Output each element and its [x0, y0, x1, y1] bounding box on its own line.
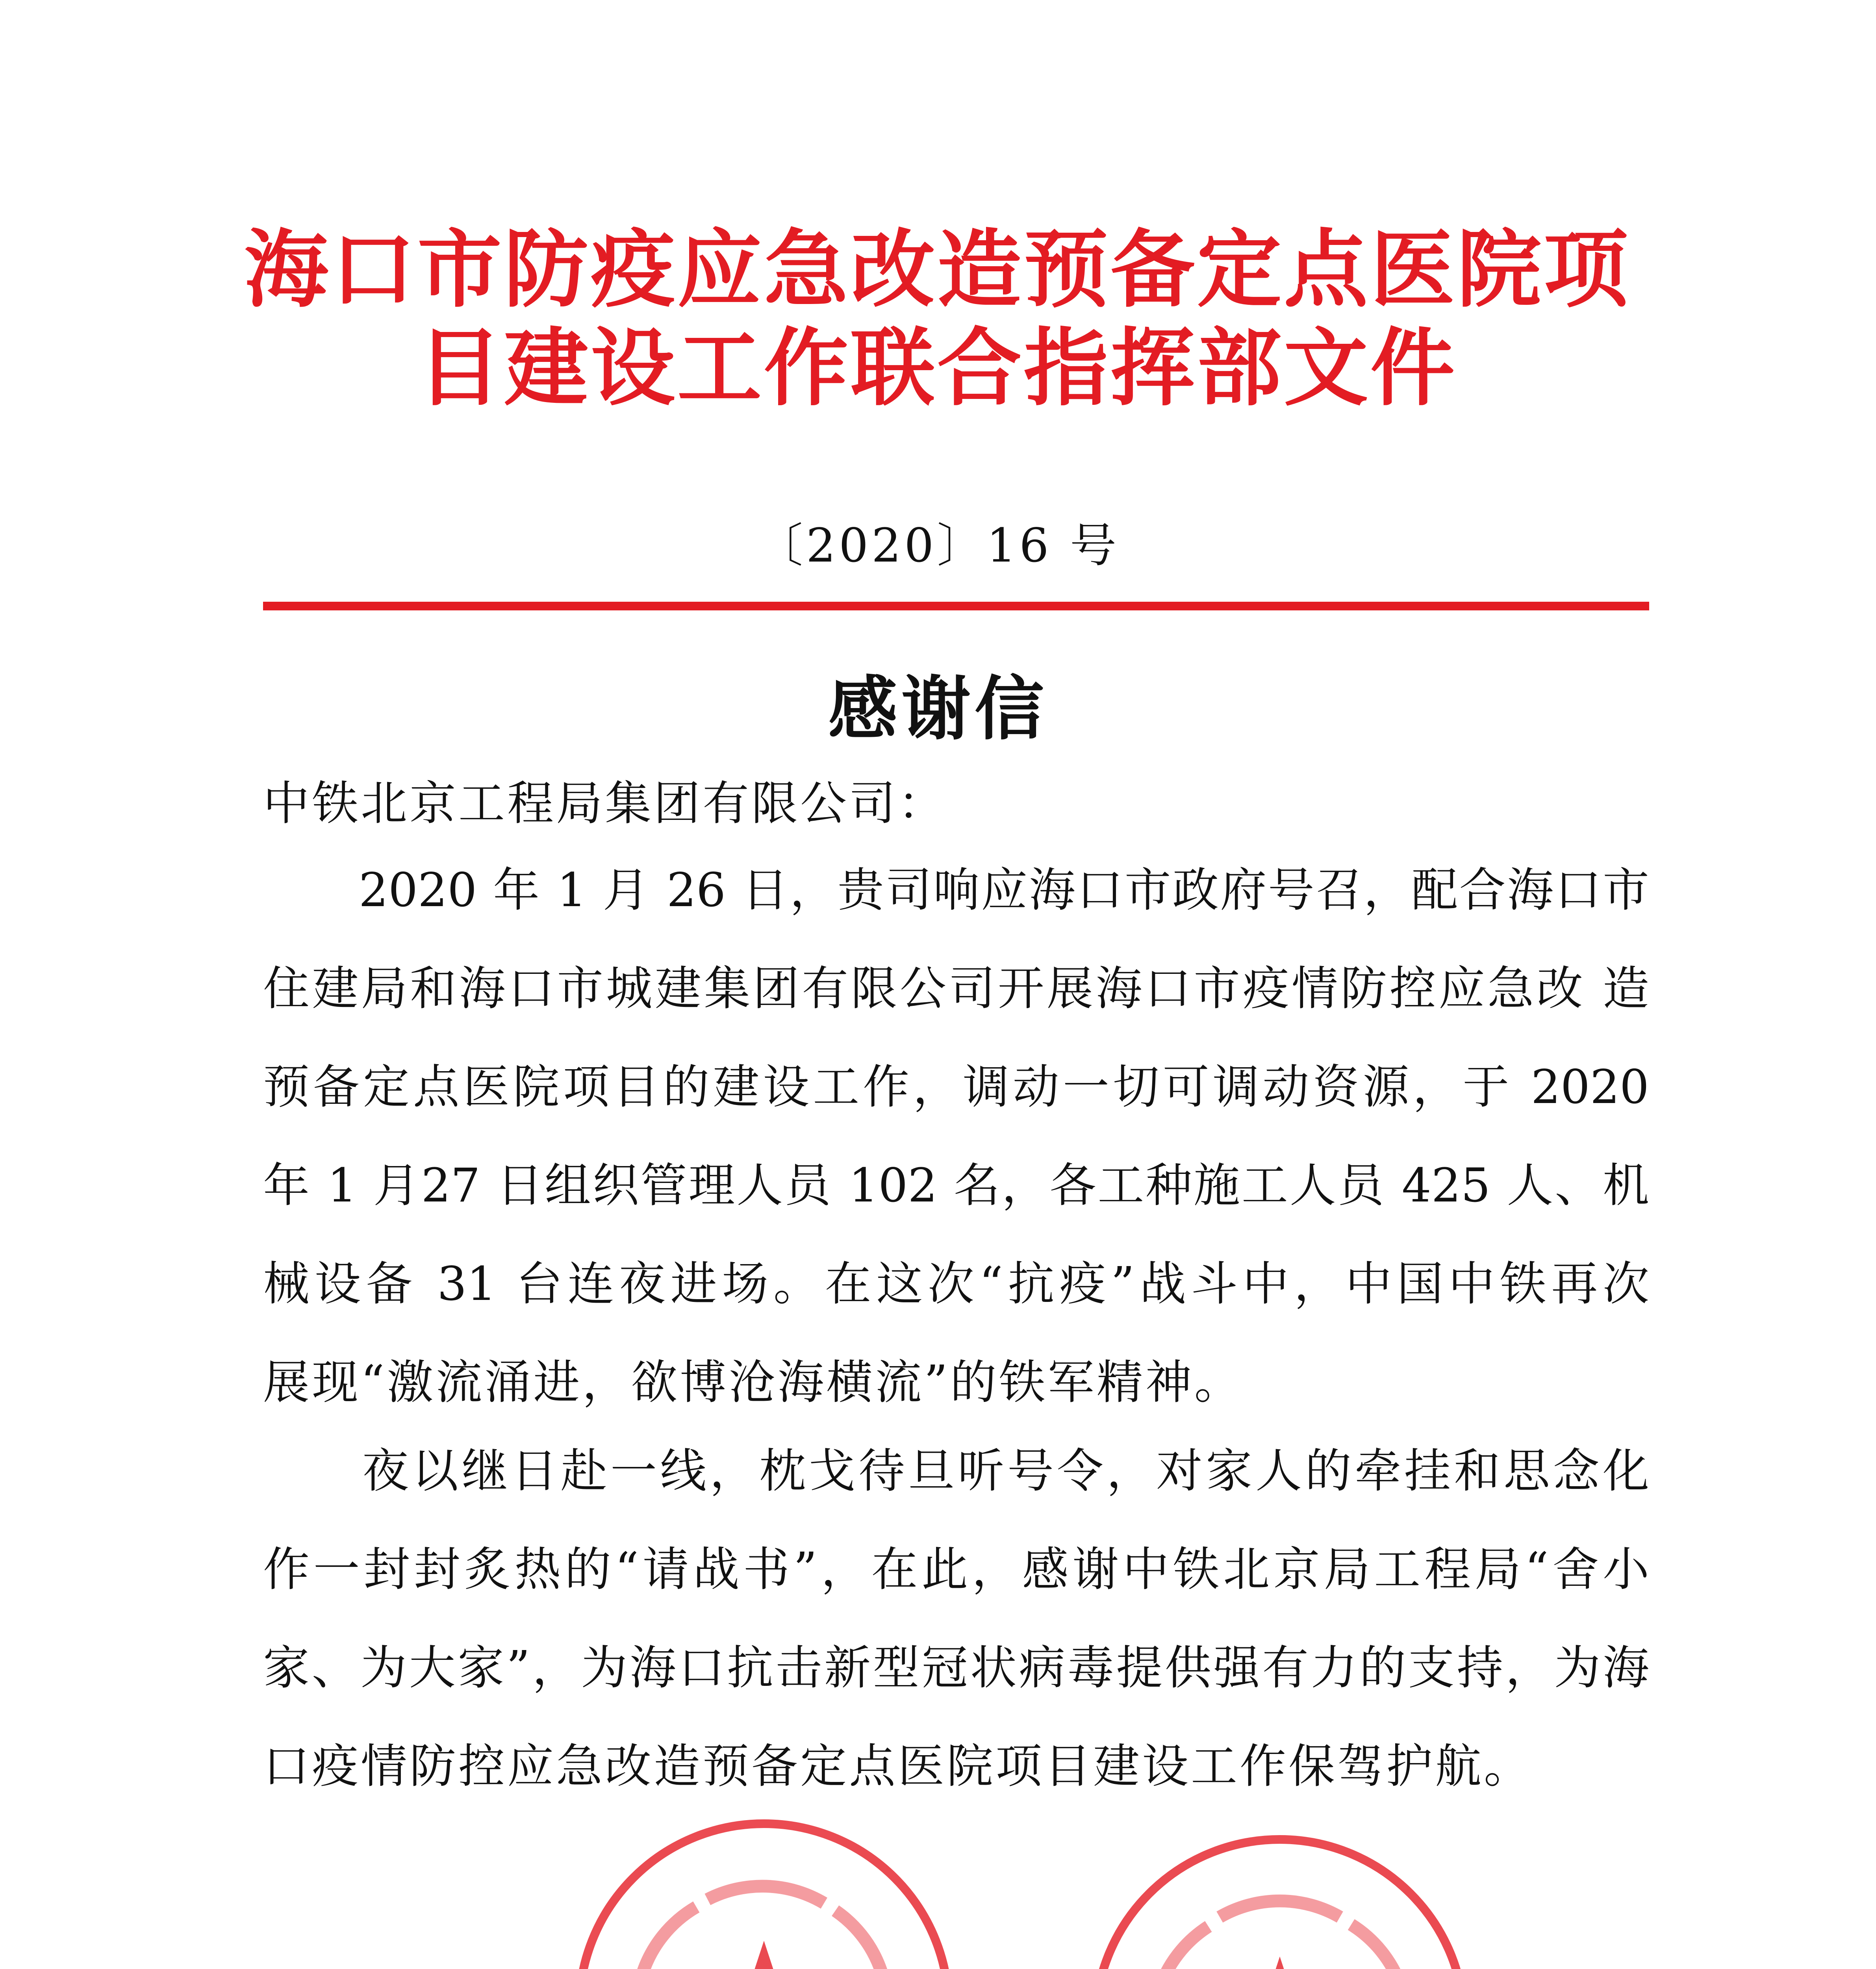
official-seal-urban-construction-group: [1091, 1835, 1469, 1969]
body-line: 2020 年 1 月 26 日，贵司响应海口市政府号召，配合海口市: [263, 863, 1649, 917]
body-line: 预备定点医院项目的建设工作，调动一切可调动资源，于 2020: [263, 1060, 1649, 1114]
salutation: 中铁北京工程局集团有限公司：: [263, 776, 947, 831]
body-line: 夜以继日赴一线，枕戈待旦听号令，对家人的牵挂和思念化: [263, 1444, 1649, 1498]
official-seal-housing-bureau: [575, 1819, 953, 1969]
document-number: 〔2020〕16 号: [756, 518, 1120, 573]
letter-title: 感谢信: [828, 668, 1048, 749]
red-divider: [263, 602, 1649, 610]
body-line: 展现“激流涌进，欲博沧海横流”的铁军精神。: [263, 1355, 1243, 1409]
body-line: 作一封封炙热的“请战书”，在此，感谢中铁北京局工程局“舍小: [263, 1542, 1649, 1596]
body-line: 年 1 月27 日组织管理人员 102 名，各工种施工人员 425 人、机: [263, 1158, 1649, 1213]
header-title-line-1: 海口市防疫应急改造预备定点医院项: [244, 220, 1630, 319]
star-icon: [1099, 1844, 1460, 1969]
body-line: 口疫情防控应急改造预备定点医院项目建设工作保驾护航。: [263, 1739, 1533, 1793]
body-line: 械设备 31 台连夜进场。在这次“抗疫”战斗中，中国中铁再次: [263, 1257, 1649, 1311]
body-line: 住建局和海口市城建集团有限公司开展海口市疫情防控应急改 造: [263, 961, 1649, 1016]
star-icon: [584, 1828, 944, 1969]
header-title-line-2: 目建设工作联合指挥部文件: [417, 319, 1457, 417]
body-line: 家、为大家”，为海口抗击新型冠状病毒提供强有力的支持，为海: [263, 1641, 1649, 1695]
